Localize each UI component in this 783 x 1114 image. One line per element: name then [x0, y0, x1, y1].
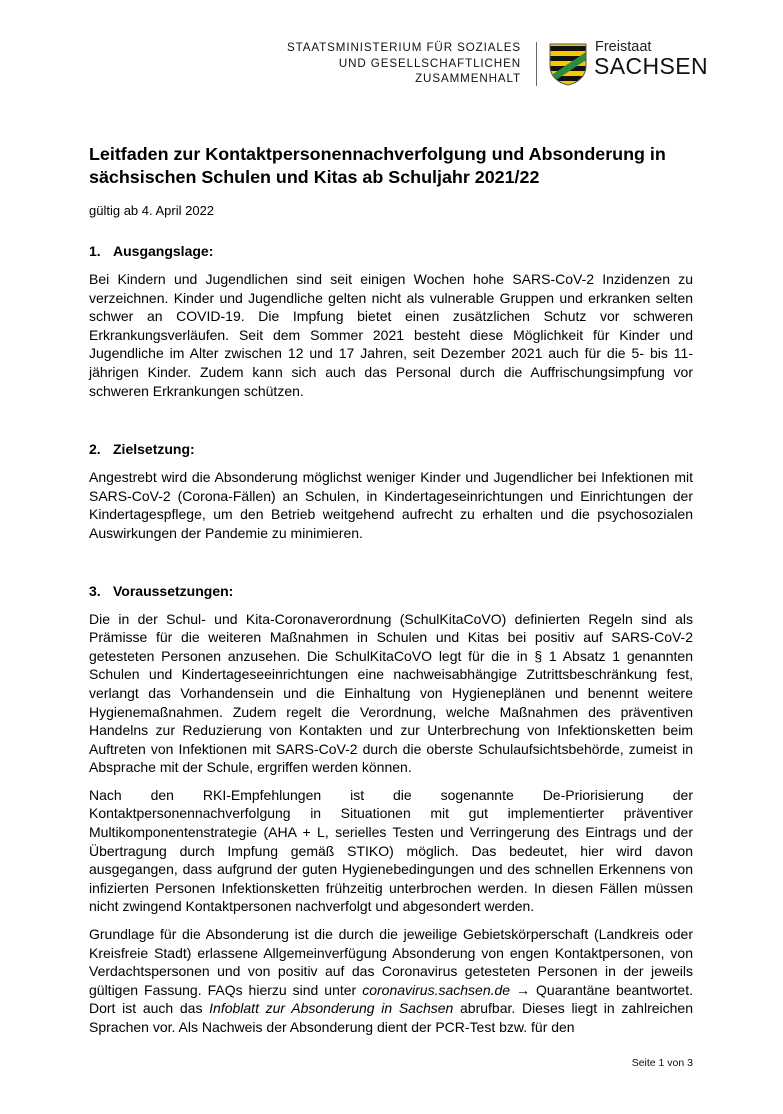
section-number: 1.: [89, 243, 101, 259]
page-number: Seite 1 von 3: [631, 1057, 693, 1069]
section-heading-ausgangslage: [89, 242, 693, 260]
website-reference: coronavirus.sachsen.de: [362, 981, 511, 998]
paragraph: Die in der Schul- und Kita-Coronaverordnung (SchulKitaCoVO) definierten Regeln sind als Prämisse für die weiteren Maßnahmen in Schulen und Kitas bei positiv auf SARS-CoV-2 getesteten Personen anzusehen. Die SchulKitaCoVO legt für die in § 1 Absatz 1 genannten Schulen und Kindertageseeinrichtungen eine nachweisabhängige Zutrittsbeschränkung fest, verlangt das Vorhandensein und die Einhaltung von Hygieneplänen und benennt weitere Hygienemaßnahmen. Zudem regelt die Verordnung, welche Maßnahmen des präventiven Handelns zur Reduzierung von Kontakten und zur Unterbrechung von Infektionsketten beim Auftreten von Infektionen mit SARS-CoV-2 durch die oberste Schulaufsichtsbehörde, zumeist in Absprache mit der Schule, ergriffen werden können.: [89, 610, 693, 776]
validity-date: gültig ab 4. April 2022: [89, 203, 215, 218]
header-divider: [536, 42, 537, 86]
section-number: 3.: [89, 582, 101, 599]
infoblatt-reference: Infoblatt zur Absonderung in Sachsen: [209, 1000, 454, 1017]
saxony-crest-icon: [548, 42, 588, 86]
ministry-line: STAATSMINISTERIUM FÜR SOZIALES: [287, 41, 521, 54]
paragraph: Angestrebt wird die Absonderung möglichst weniger Kinder und Jugendlicher bei Infektionen mit SARS-CoV-2 (Corona-Fällen) an Schulen, in Kindertageseinrichtungen und Einrichtungen der Kindertagespflege, um den Betrieb weitgehend aufrecht zu erhalten und die psychosozialen Auswirkungen der Pandemie zu minimieren.: [89, 469, 693, 541]
document-title: Leitfaden zur Kontaktpersonennachverfolgung und Absonderung in sächsischen Schulen und Kitas ab Schuljahr 2021/22: [89, 144, 666, 187]
section-heading-text: Voraussetzungen:: [113, 582, 234, 599]
paragraph: [89, 925, 693, 1037]
paragraph-text: Grundlage für die Absonderung ist die durch die jeweilige Gebietskörperschaft (Landkreis oder Kreisfreie Stadt) erlassene Allgemeinverfügung Absonderung von engen Kontaktpersonen, von Verdachtspersonen und von positiv auf das Coronavirus getesteten Personen in der jeweils gültigen Fassung. FAQs hierzu sind unter: [89, 926, 693, 998]
document-body: [89, 143, 693, 1037]
ministry-line: ZUSAMMENHALT: [415, 72, 521, 86]
logo-freistaat: Freistaat: [595, 39, 652, 55]
section-heading-zielsetzung: [89, 440, 693, 458]
section-number: 2.: [89, 441, 101, 458]
page-header: [0, 40, 783, 92]
paragraph-text: Quarantäne beantwortet. Dort ist auch das: [89, 981, 693, 1017]
paragraph-text: abrufbar. Dieses liegt in zahlreichen Sprachen vor. Als Nachweis der Absonderung dient der PCR-Test bzw. für den: [89, 1000, 693, 1035]
ministry-line: UND GESELLSCHAFTLICHEN: [338, 56, 521, 70]
arrow-icon: →: [510, 981, 537, 998]
paragraph: Nach den RKI-Empfehlungen ist die sogenannte De-Priorisierung der Kontaktpersonennachverfolgung in Situationen mit gut implementierter präventiver Multikomponentenstrategie (AHA + L, serielles Testen und Verringerung des Eintrags und der Übertragung durch Impfung gemäß STIKO) möglich. Das bedeutet, hier wird davon ausgegangen, dass aufgrund der guten Hygienebedingungen und des schnellen Erkennens von infizierten Personen Infektionsketten frühzeitig unterbrochen werden. In diesen Fällen müssen nicht zwingend Kontaktpersonen nachverfolgt und abgesondert werden.: [89, 786, 693, 915]
paragraph: Bei Kindern und Jugendlichen sind seit einigen Wochen hohe SARS-CoV-2 Inzidenzen zu verzeichnen. Kinder und Jugendliche gelten nicht als vulnerable Gruppen und erkranken selten schwer an COVID-19. Die Impfung bietet einen zusätzlichen Schutz vor schweren Erkrankungsverläufen. Seit dem Sommer 2021 besteht diese Möglichkeit für Kinder und Jugendliche im Alter zwischen 12 und 17 Jahren, seit Dezember 2021 auch für die 5- bis 11-jährigen Kinder. Zudem kann sich auch das Personal durch die Auffrischungsimpfung vor schweren Erkrankungen schützen.: [89, 271, 693, 399]
section-heading-text: Zielsetzung:: [113, 441, 195, 458]
ministry-name: [287, 40, 521, 87]
section-heading-voraussetzungen: [89, 582, 693, 600]
logo-sachsen: SACHSEN: [594, 53, 708, 79]
section-heading-text: Ausgangslage:: [113, 243, 214, 259]
